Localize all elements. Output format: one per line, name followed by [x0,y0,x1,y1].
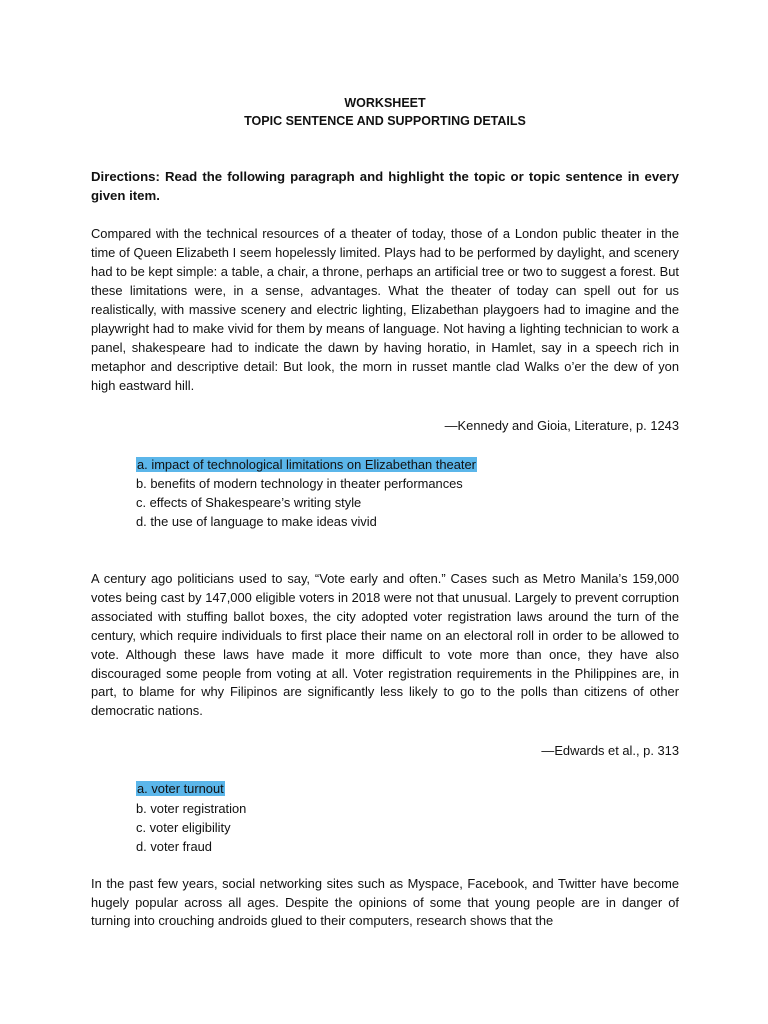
item-2-citation: —Edwards et al., p. 313 [541,743,679,759]
item-2-option-d: d. voter fraud [136,839,212,855]
directions-text: Directions: Read the following paragraph and highlight the topic or topic sentence in every given item. [91,169,679,203]
item-2-option-a-highlight: a. voter turnout [137,781,224,797]
item-1-options [91,455,679,532]
worksheet-title: WORKSHEET [344,96,426,110]
item-2-option-c: c. voter eligibility [136,819,231,835]
item-2-option-a [136,779,679,798]
item-2-option-b: b. voter registration [136,800,247,816]
item-2-paragraph: A century ago politicians used to say, “Vote early and often.” Cases such as Metro Manila’s 159,000 votes being cast by 147,000 eligible voters in 2018 were not that unusual. Largely to prevent corruption associated with stuffing ballot boxes, the city adopted voter registration laws around the turn of the century, which require individuals to first place their name on an electoral roll in order to be allowed to vote. Although these laws have made it more difficult to vote more than once, they have also discouraged some people from voting at all. Voter registration requirements in the Philippines are, in part, to blame for why Filipinos are significantly less likely to go to the polls than citizens of other democratic nations. [91,570,679,719]
item-1-option-a [136,455,679,474]
worksheet-subtitle: TOPIC SENTENCE AND SUPPORTING DETAILS [244,114,526,128]
worksheet-page [91,94,679,931]
item-1-option-a-highlight: a. impact of technological limitations on Elizabethan theater [137,456,476,472]
item-1-citation: —Kennedy and Gioia, Literature, p. 1243 [444,417,679,433]
item-2-options [91,779,679,856]
item-1-option-d: d. the use of language to make ideas vivid [136,514,377,530]
item-1-option-b: b. benefits of modern technology in theater performances [136,475,463,491]
item-3-paragraph: In the past few years, social networking sites such as Myspace, Facebook, and Twitter have become hugely popular across all ages. Despite the opinions of some that young people are in danger of turning into crouching androids glued to their computers, research shows that the [91,875,679,929]
item-1-option-c: c. effects of Shakespeare’s writing style [136,495,362,511]
item-1-paragraph: Compared with the technical resources of a theater of today, those of a London public theater in the time of Queen Elizabeth I seem hopelessly limited. Plays had to be performed by daylight, and scenery had to be kept simple: a table, a chair, a throne, perhaps an artificial tree or two to suggest a forest. But these limitations were, in a sense, advantages. What the theater of today can spell out for us realistically, with massive scenery and electric lighting, Elizabethan playgoers had to imagine and the playwright had to make vivid for them by means of language. Not having a lighting technician to work a panel, shakespeare had to indicate the dawn by having horatio, in Hamlet, say in a speech rich in metaphor and descriptive detail: But look, the morn in russet mantle clad Walks o’er the dew of yon high eastward hill. [91,226,679,393]
